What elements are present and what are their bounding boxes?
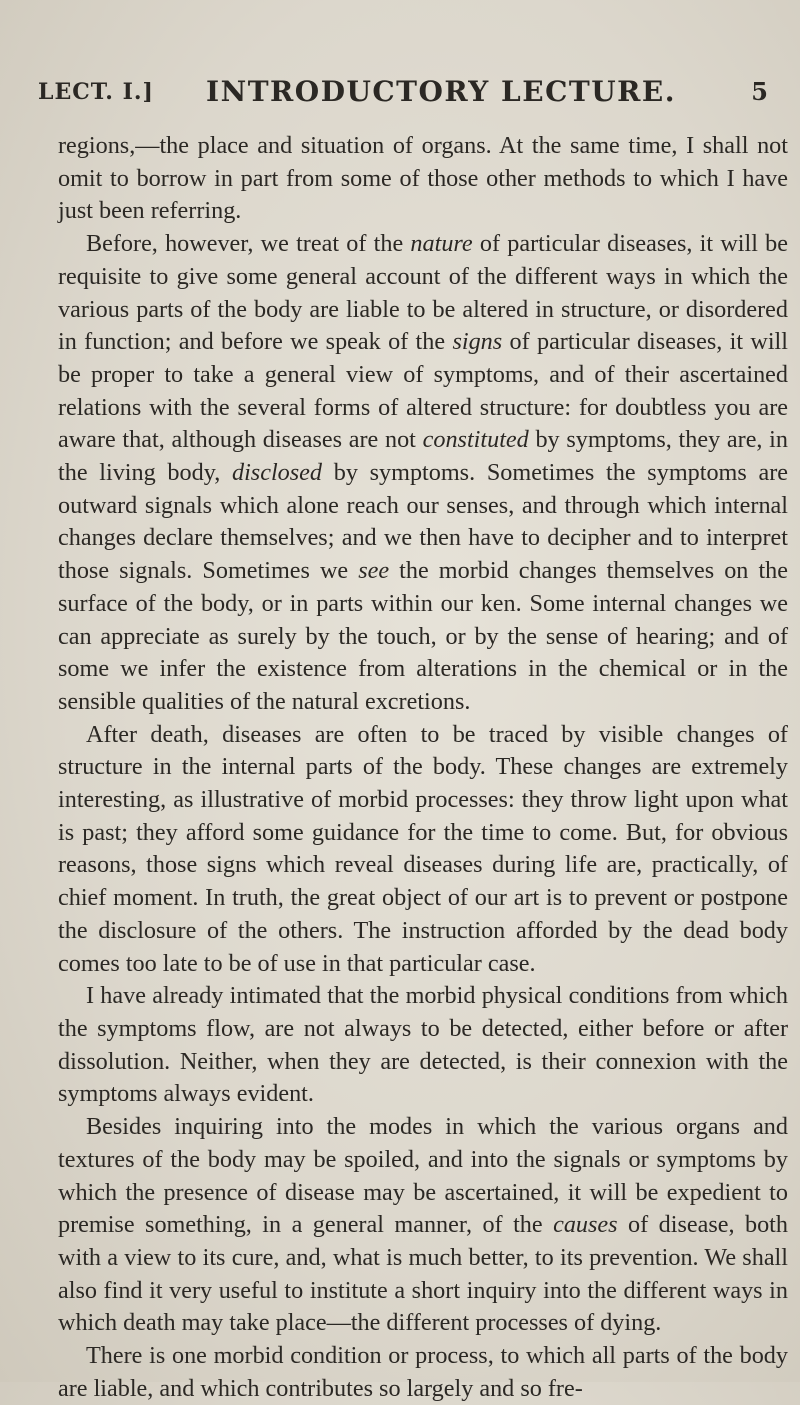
running-header	[38, 75, 768, 115]
text-run: Besides inquiring into the modes in which the various organs and textures of the body may be spoiled, and into the signals or symptoms by which the presence of disease may be ascertained, it will be expedient to premise something, in a general manner, of the	[58, 1113, 788, 1239]
text-run: of disease, both with a view to its cure, and, what is much better, to its prevention. We shall also find it very useful to institute a short inquiry into the different ways in which death may take place—the different processes of dying.	[58, 1211, 788, 1337]
emphasis: see	[358, 557, 390, 585]
emphasis: nature	[410, 230, 473, 258]
paragraph-2	[58, 228, 788, 719]
text-run: by symptoms, they are, in the living body,	[58, 426, 788, 487]
page-title: INTRODUCTORY LECTURE.	[206, 75, 676, 108]
text-run: After death, diseases are often to be traced by visible changes of structure in the internal parts of the body. These changes are extremely interesting, as illustrative of morbid processes: they throw light upon what is past; they afford some guidance for the time to come. But, for obvious reasons, those signs which reveal diseases during life are, practically, of chief moment. In truth, the great object of our art is to prevent or postpone the disclosure of the others. The instruction afforded by the dead body comes too late to be of use in that particular case.	[58, 720, 788, 977]
emphasis: constituted	[422, 426, 529, 454]
text-run: regions,—the place and situation of organs. At the same time, I shall not omit to borrow in part from some of those other methods to which I have just been referring.	[58, 132, 788, 225]
text-run: of particular diseases, it will be proper to take a general view of symptoms, and of their ascertained relations with the several forms of altered structure: for doubtless you are aware that, although diseases are not	[58, 328, 788, 454]
text-run: by symptoms. Sometimes the symptoms are outward signals which alone reach our senses, and through which internal changes declare themselves; and we then have to decipher and to interpret those signals. Sometimes we	[58, 459, 789, 585]
paragraph-6	[58, 1340, 788, 1405]
emphasis: signs	[452, 328, 503, 356]
text-run: There is one morbid condition or process, to which all parts of the body are liable, and which contributes so largely and so fre-	[58, 1342, 788, 1402]
paragraph-3	[58, 719, 788, 981]
page-number: 5	[751, 77, 768, 106]
paragraph-1	[58, 130, 788, 228]
emphasis: disclosed	[231, 459, 323, 487]
paragraph-5	[58, 1111, 788, 1340]
section-label: LECT. I.]	[38, 79, 154, 105]
emphasis: causes	[553, 1211, 618, 1239]
text-run: of particular diseases, it will be requisite to give some general account of the different ways in which the various parts of the body are liable to be altered in structure, or disordered in function; and before we speak of the	[58, 230, 789, 356]
text-run: the morbid changes themselves on the surface of the body, or in parts within our ken. Some internal changes we can appreciate as surely by the touch, or by the sense of hearing; and of some we infer the existence from alterations in the chemical or in the sensible qualities of the natural excretions.	[58, 557, 789, 715]
text-run: I have already intimated that the morbid physical conditions from which the symptoms flow, are not always to be detected, either before or after dissolution. Neither, when they are detected, is their connexion with the symptoms always evident.	[58, 982, 788, 1108]
body-text	[58, 130, 788, 1405]
paragraph-4	[58, 980, 788, 1111]
text-run: Before, however, we treat of the	[86, 230, 411, 258]
